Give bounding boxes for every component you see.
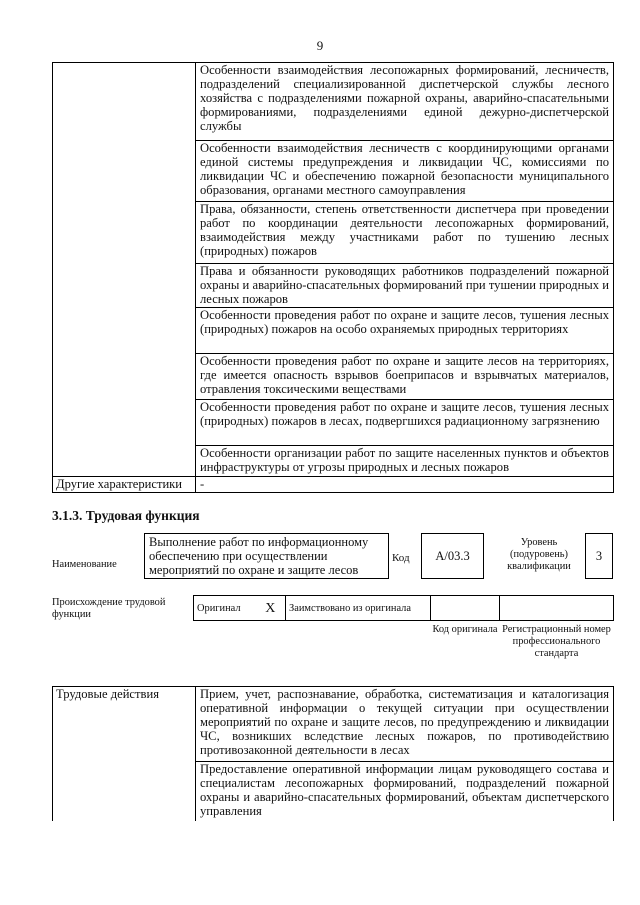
table-row: Особенности взаимодействия лесопожарных формирований, лесничеств, подразделений специализированной диспетчерской службы лесного хозяйства с подразделениями пожарной охраны, аварийно-спасательными формированиями, подразделениями единой дежурно-диспетчерской службы xyxy=(196,63,614,141)
qualification-level-box: 3 xyxy=(585,533,613,579)
table-row: Особенности взаимодействия лесничеств с координирующими органами единой системы предупреждения и ликвидации ЧС, комиссиями по ликвидации ЧС и обеспечению пожарной безопасности муниципального образования, органами местного самоуправления xyxy=(196,141,614,202)
function-name-box: Выполнение работ по информационному обеспечению при осуществлении мероприятий по охране и защите лесов xyxy=(144,533,389,579)
original-label: Оригинал xyxy=(194,596,256,621)
table-row: Особенности организации работ по защите населенных пунктов и объектов инфраструктуры от угрозы природных и лесных пожаров xyxy=(196,446,614,477)
labor-actions-label: Трудовые действия xyxy=(53,687,196,762)
page-number: 9 xyxy=(316,38,324,53)
origin-code-cell xyxy=(431,596,500,621)
table-label-cell xyxy=(53,141,196,202)
labor-actions-table xyxy=(52,686,614,821)
qualification-level-label: Уровень (подуровень) квалификации xyxy=(507,537,571,572)
table-row: Права и обязанности руководящих работников подразделений пожарной охраны и аварийно-спасательных формирований при тушении природных и лесных пожаров xyxy=(196,264,614,308)
borrowed-label: Заимствовано из оригинала xyxy=(286,596,431,621)
name-label: Наименование xyxy=(52,559,117,570)
origin-label: Происхождение трудовой функции xyxy=(52,597,166,620)
table-label-cell xyxy=(53,354,196,400)
original-mark: X xyxy=(256,596,286,621)
table-label-cell xyxy=(53,762,196,821)
function-code-box: А/03.3 xyxy=(421,533,484,579)
section-heading: 3.1.3. Трудовая функция xyxy=(52,508,200,523)
other-characteristics-label: Другие характеристики xyxy=(53,477,196,493)
table-row: Предоставление оперативной информации лицам руководящего состава и специалистам лесопожарных формирований, подразделений пожарной охраны и аварийно-спасательных формирований, объектам диспетчерского управления xyxy=(196,762,614,821)
regnum-caption: Регистрационный номер профессионального стандарта xyxy=(502,624,611,659)
table-label-cell xyxy=(53,264,196,308)
origin-regnum-cell xyxy=(500,596,614,621)
table-row: Особенности проведения работ по охране и защите лесов на территориях, где имеется опасность взрывов боеприпасов и взрывчатых материалов, отравления токсическими веществами xyxy=(196,354,614,400)
knowledge-table xyxy=(52,62,614,493)
code-label: Код xyxy=(392,552,410,564)
table-row: Прием, учет, распознавание, обработка, систематизация и каталогизация оперативной информации о текущей ситуации при осуществлении мероприятий по охране и защите лесов, по предупреждению и ликвидации ЧС, возникших вследствие лесных пожаров, по противодействию противозаконной деятельности в лесах xyxy=(196,687,614,762)
table-label-cell xyxy=(53,202,196,264)
table-row: Права, обязанности, степень ответственности диспетчера при проведении работ по координации деятельности лесопожарных формирований, взаимодействия между участниками работ по тушению лесных (природных) пожаров xyxy=(196,202,614,264)
other-characteristics-value: - xyxy=(196,477,614,493)
origin-row xyxy=(193,595,613,621)
table-label-cell xyxy=(53,63,196,141)
table-label-cell xyxy=(53,446,196,477)
table-row: Особенности проведения работ по охране и защите лесов, тушения лесных (природных) пожаров на особо охраняемых природных территориях xyxy=(196,308,614,354)
table-label-cell xyxy=(53,308,196,354)
origin-code-caption: Код оригинала xyxy=(432,624,498,635)
table-label-cell xyxy=(53,400,196,446)
table-row: Особенности проведения работ по охране и защите лесов, тушения лесных (природных) пожаров в лесах, подвергшихся радиационному загрязнению xyxy=(196,400,614,446)
